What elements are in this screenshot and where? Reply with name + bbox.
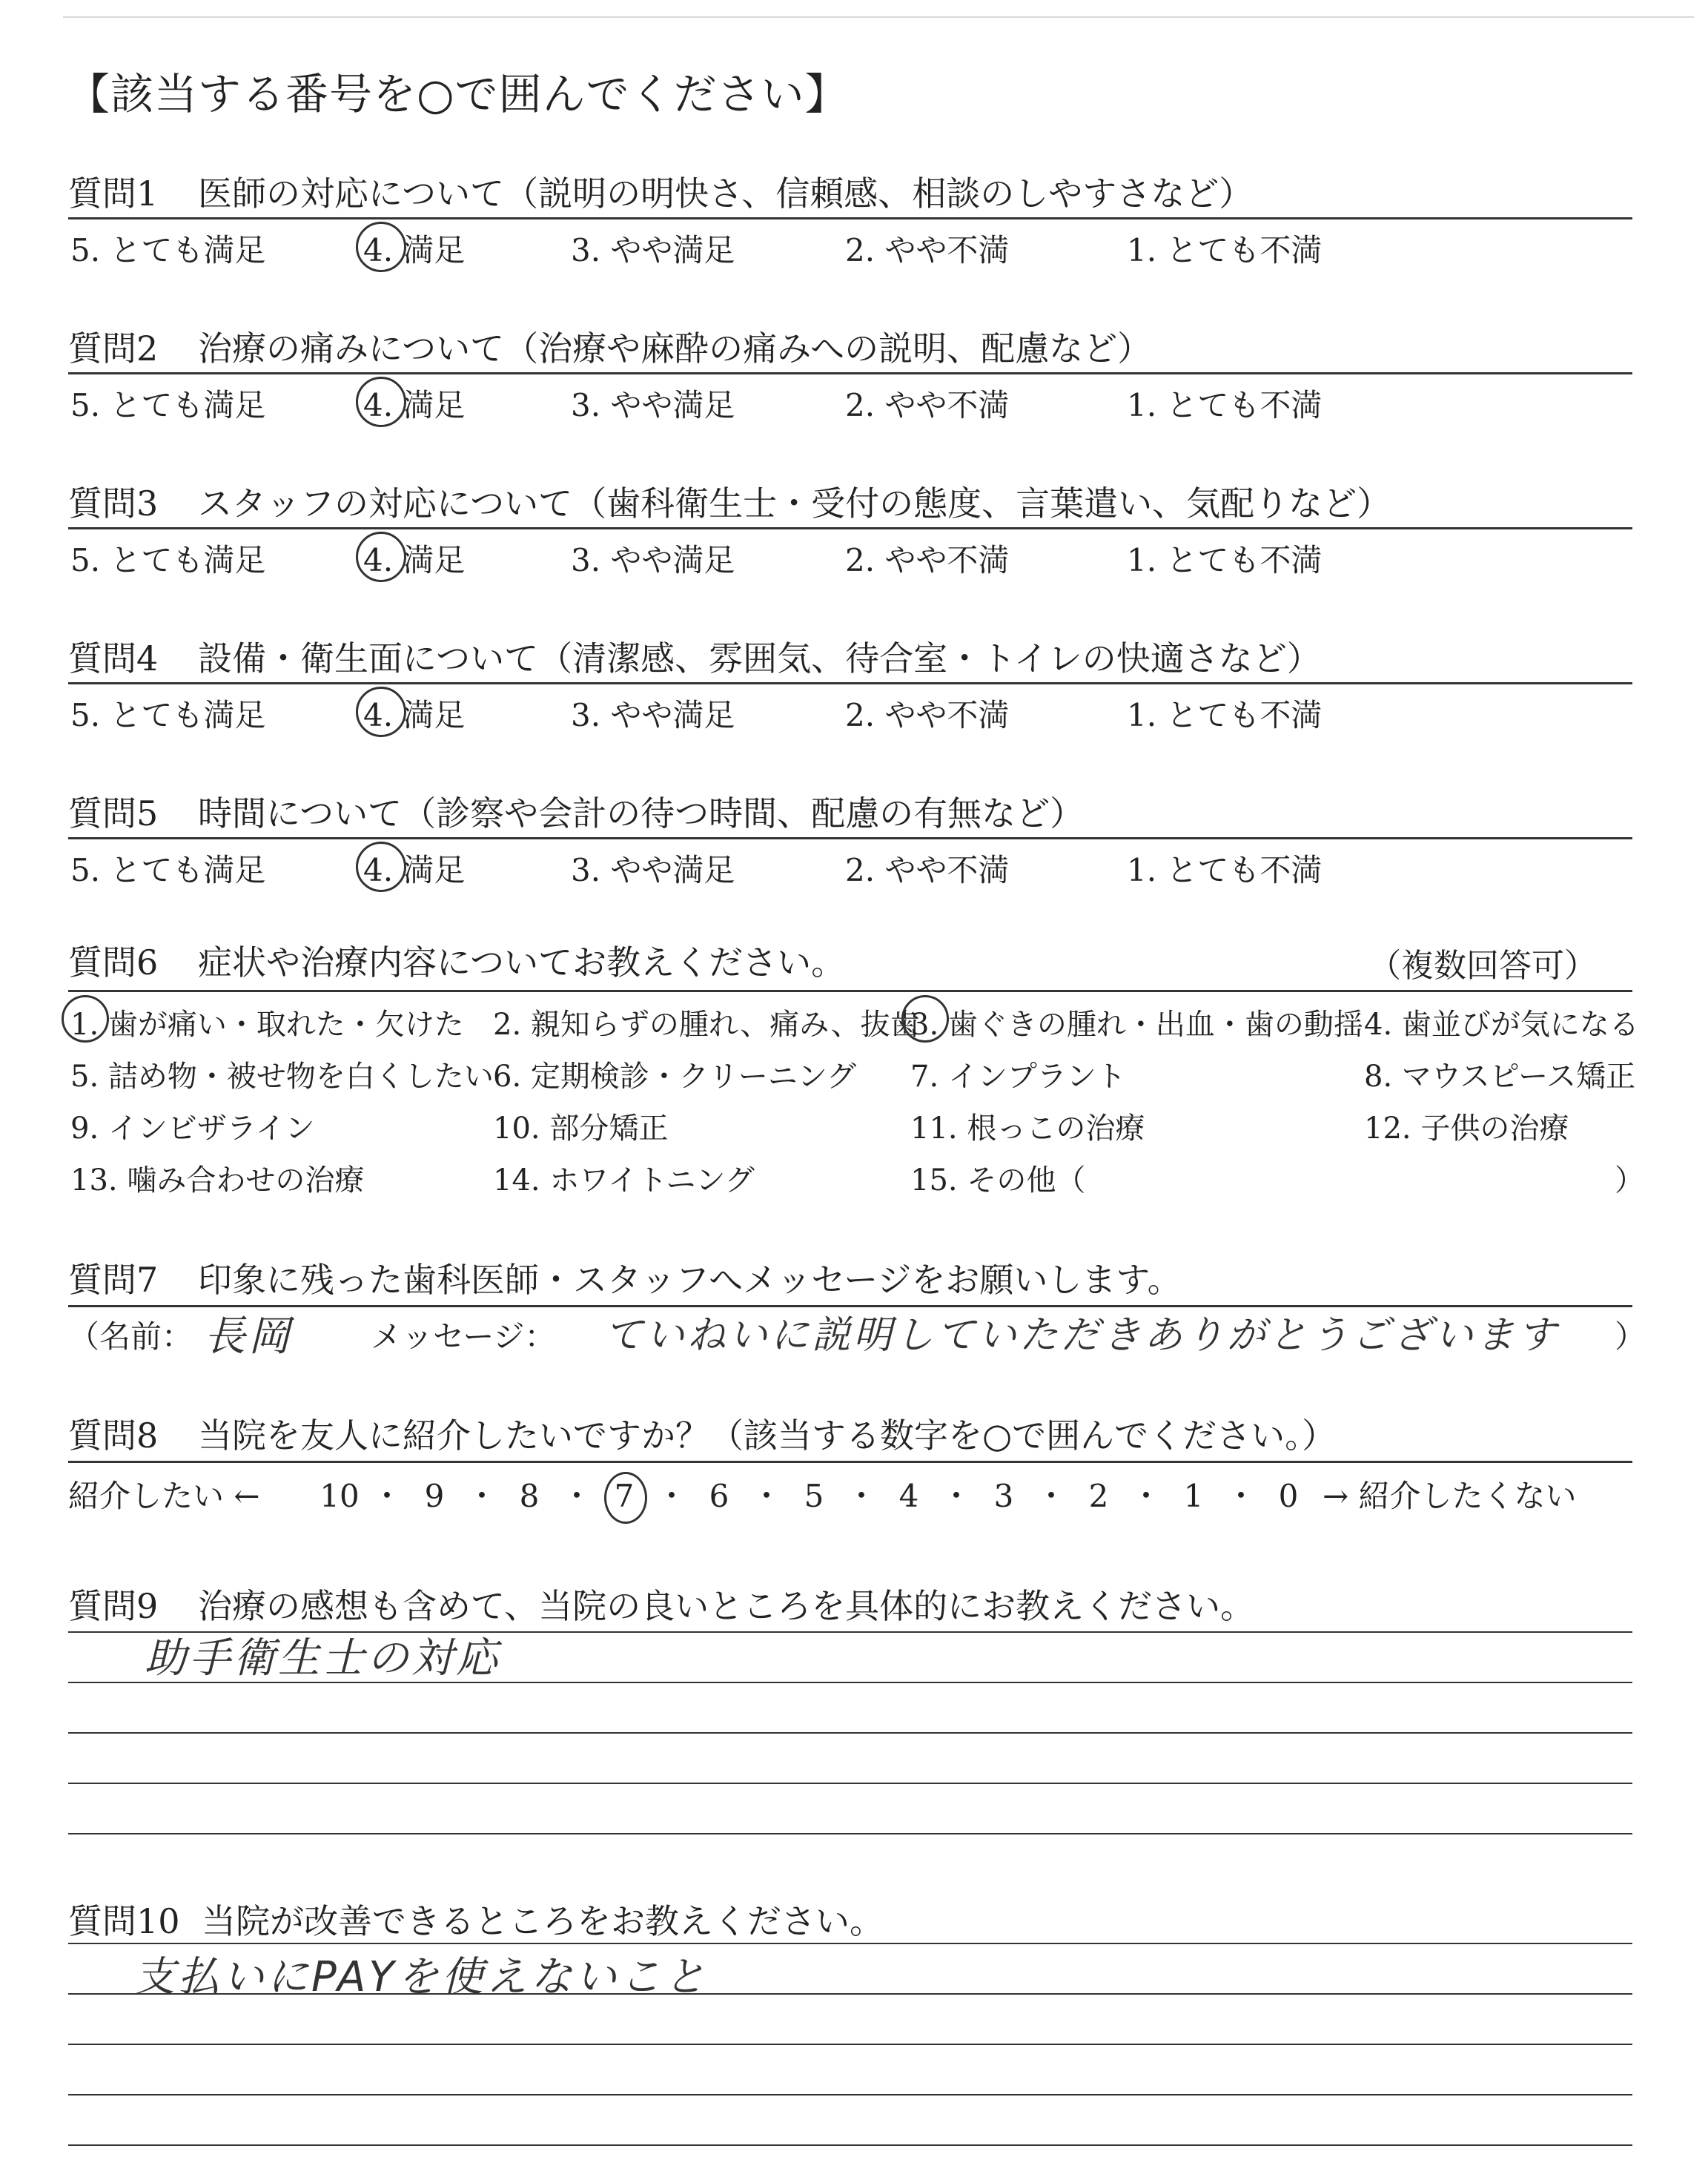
selection-circle [356, 532, 406, 582]
answer-line [68, 1783, 1632, 1784]
question-7-heading [68, 1253, 1182, 1302]
question-text: 設備・衛生面について（清潔感、雰囲気、待合室・トイレの快適さなど） [198, 638, 1321, 678]
selection-circle [356, 377, 406, 427]
rating-option[interactable]: 5. とても満足 [70, 542, 266, 578]
question-1-rule [68, 217, 1632, 219]
scale-value[interactable]: 2 [1088, 1478, 1109, 1514]
scale-value[interactable]: 8 [519, 1478, 540, 1514]
question-text: 治療の感想も含めて、当院の良いところを具体的にお教えください。 [198, 1586, 1255, 1626]
scale-separator: ・ [560, 1478, 592, 1514]
answer-line [68, 2144, 1632, 2146]
rating-options-row [0, 846, 1708, 891]
multiple-answers-note: （複数回答可） [1368, 947, 1597, 985]
handwritten-name: 長岡 [204, 1312, 293, 1361]
question-5-heading [68, 787, 1084, 836]
rating-option[interactable]: 3. やや満足 [571, 852, 735, 888]
symptom-option[interactable]: 13. 噛み合わせの治療 [70, 1163, 365, 1198]
question-number: 質問9 [68, 1586, 159, 1626]
scale-separator: ・ [1130, 1478, 1162, 1514]
scale-left-label: 紹介したい ← [68, 1478, 260, 1514]
question-text: 当院が改善できるところをお教えください。 [202, 1901, 884, 1941]
question-8-rule [68, 1461, 1632, 1463]
rating-option[interactable]: 3. やや満足 [571, 697, 735, 733]
other-close: ） [1615, 1163, 1644, 1198]
question-3-rule [68, 527, 1632, 529]
symptom-option[interactable]: 10. 部分矯正 [493, 1112, 669, 1146]
scale-separator: ・ [371, 1478, 403, 1514]
question-1-heading [68, 167, 1253, 216]
rating-option[interactable]: 1. とても不満 [1127, 387, 1323, 423]
rating-option[interactable]: 3. やや満足 [571, 387, 735, 423]
rating-option[interactable]: 1. とても不満 [1127, 697, 1323, 733]
scale-value[interactable]: 6 [709, 1478, 729, 1514]
rating-options-row [0, 226, 1708, 271]
answer-line [68, 2094, 1632, 2095]
selection-circle [901, 995, 949, 1043]
rating-options-row [0, 691, 1708, 736]
question-text: 時間について（診察や会計の待つ時間、配慮の有無など） [198, 793, 1085, 833]
question-number: 質問2 [68, 328, 159, 369]
selection-circle [62, 995, 109, 1043]
question-text: 症状や治療内容についてお教えください。 [198, 942, 846, 982]
handwritten-answer-10: 支払いにPAYを使えないこと [133, 1953, 709, 2001]
symptom-option[interactable]: 15. その他（ [910, 1163, 1086, 1198]
rating-option[interactable]: 4. 満足 [363, 387, 466, 423]
rating-option[interactable]: 2. やや不満 [845, 232, 1010, 268]
top-border [63, 16, 1694, 18]
message-label: メッセージ： [371, 1318, 556, 1355]
question-6-heading [68, 936, 845, 985]
symptom-option[interactable]: 14. ホワイトニング [493, 1163, 755, 1198]
scale-value[interactable]: 7 [614, 1478, 635, 1514]
rating-option[interactable]: 5. とても満足 [70, 852, 266, 888]
question-5-rule [68, 837, 1632, 839]
handwritten-message: ていねいに説明していただきありがとうございます [604, 1313, 1560, 1358]
rating-option[interactable]: 1. とても不満 [1127, 852, 1323, 888]
scale-value[interactable]: 3 [993, 1478, 1014, 1514]
scale-separator: ・ [655, 1478, 687, 1514]
question-8-heading [68, 1409, 1336, 1458]
scale-right-label: → 紹介したくない [1323, 1478, 1577, 1514]
referral-scale [68, 1472, 1577, 1516]
question-text: 医師の対応について（説明の明快さ、信頼感、相談のしやすさなど） [198, 174, 1254, 214]
rating-option[interactable]: 4. 満足 [363, 697, 466, 733]
selection-circle [356, 842, 406, 892]
question-number: 質問4 [68, 638, 159, 678]
rating-option[interactable]: 3. やや満足 [571, 232, 735, 268]
rating-option[interactable]: 1. とても不満 [1127, 232, 1323, 268]
selection-circle [356, 222, 406, 272]
question-4-heading [68, 632, 1321, 681]
question-number: 質問1 [68, 174, 159, 214]
rating-option[interactable]: 4. 満足 [363, 232, 466, 268]
rating-option[interactable]: 1. とても不満 [1127, 542, 1323, 578]
rating-option[interactable]: 5. とても満足 [70, 232, 266, 268]
symptom-option[interactable]: 9. インビザライン [70, 1112, 315, 1146]
symptom-option[interactable]: 6. 定期検診・クリーニング [493, 1060, 857, 1094]
scale-separator: ・ [466, 1478, 497, 1514]
symptom-option[interactable]: 4. 歯並びが気になる [1364, 1008, 1639, 1042]
rating-option[interactable]: 2. やや不満 [845, 542, 1010, 578]
rating-option[interactable]: 2. やや不満 [845, 697, 1010, 733]
rating-option[interactable]: 4. 満足 [363, 542, 466, 578]
symptom-option[interactable]: 7. インプラント [910, 1060, 1126, 1094]
scale-separator: ・ [845, 1478, 877, 1514]
question-number: 質問3 [68, 483, 159, 524]
symptom-option[interactable]: 5. 詰め物・被せ物を白くしたい [70, 1060, 494, 1094]
scale-value[interactable]: 9 [424, 1478, 445, 1514]
rating-options-row [0, 536, 1708, 581]
scale-separator: ・ [1035, 1478, 1067, 1514]
scale-value[interactable]: 10 [320, 1478, 360, 1514]
scale-separator: ・ [940, 1478, 972, 1514]
scale-value[interactable]: 1 [1183, 1478, 1204, 1514]
scale-value[interactable]: 5 [804, 1478, 824, 1514]
question-9-heading [68, 1579, 1254, 1628]
selection-circle [356, 687, 406, 737]
handwritten-answer-9: 助手衛生士の対応 [145, 1634, 500, 1682]
rating-option[interactable]: 4. 満足 [363, 852, 466, 888]
rating-option[interactable]: 5. とても満足 [70, 697, 266, 733]
symptom-option[interactable]: 8. マウスピース矯正 [1364, 1060, 1636, 1094]
scale-separator: ・ [750, 1478, 782, 1514]
symptom-option[interactable]: 12. 子供の治療 [1364, 1112, 1569, 1146]
symptom-option[interactable]: 1. 歯が痛い・取れた・欠けた [70, 1008, 464, 1042]
selection-circle [604, 1472, 647, 1524]
rating-option[interactable]: 3. やや満足 [571, 542, 735, 578]
form-title: 【該当する番号を○で囲んでください】 [67, 69, 849, 119]
question-number: 質問5 [68, 793, 159, 833]
scale-separator: ・ [1225, 1478, 1257, 1514]
answer-line [68, 2044, 1632, 2045]
symptom-option[interactable]: 2. 親知らずの腫れ、痛み、抜歯 [493, 1008, 920, 1042]
symptom-option[interactable]: 11. 根っこの治療 [910, 1112, 1145, 1146]
question-6-rule [68, 990, 1632, 992]
scale-value[interactable]: 0 [1278, 1478, 1299, 1514]
scale-value[interactable]: 4 [898, 1478, 919, 1514]
question-number: 質問10 [68, 1901, 180, 1941]
question-10-heading [68, 1895, 884, 1943]
question-text: 印象に残った歯科医師・スタッフへメッセージをお願いします。 [198, 1260, 1182, 1300]
rating-option[interactable]: 2. やや不満 [845, 852, 1010, 888]
name-label: （名前： [68, 1318, 193, 1355]
question-number: 質問6 [68, 942, 159, 982]
answer-line [68, 1732, 1632, 1734]
question-4-rule [68, 682, 1632, 684]
scale-values [317, 1472, 1311, 1516]
question-3-heading [68, 477, 1391, 526]
answer-line [68, 1993, 1632, 1995]
question-text: 治療の痛みについて（治療や麻酔の痛みへの説明、配慮など） [198, 328, 1152, 369]
question-text: 当院を友人に紹介したいですか？（該当する数字を○で囲んでください。） [198, 1416, 1337, 1456]
question-2-rule [68, 372, 1632, 374]
question-text: スタッフの対応について（歯科衛生士・受付の態度、言葉遣い、気配りなど） [198, 483, 1391, 524]
rating-option[interactable]: 5. とても満足 [70, 387, 266, 423]
message-close: ） [1615, 1318, 1646, 1355]
answer-line [68, 1833, 1632, 1834]
answer-line [68, 1682, 1632, 1683]
rating-option[interactable]: 2. やや不満 [845, 387, 1010, 423]
question-2-heading [68, 322, 1151, 371]
rating-options-row [0, 381, 1708, 426]
question-number: 質問8 [68, 1416, 159, 1456]
question-number: 質問7 [68, 1260, 159, 1300]
symptom-option[interactable]: 3. 歯ぐきの腫れ・出血・歯の動揺 [910, 1008, 1363, 1042]
